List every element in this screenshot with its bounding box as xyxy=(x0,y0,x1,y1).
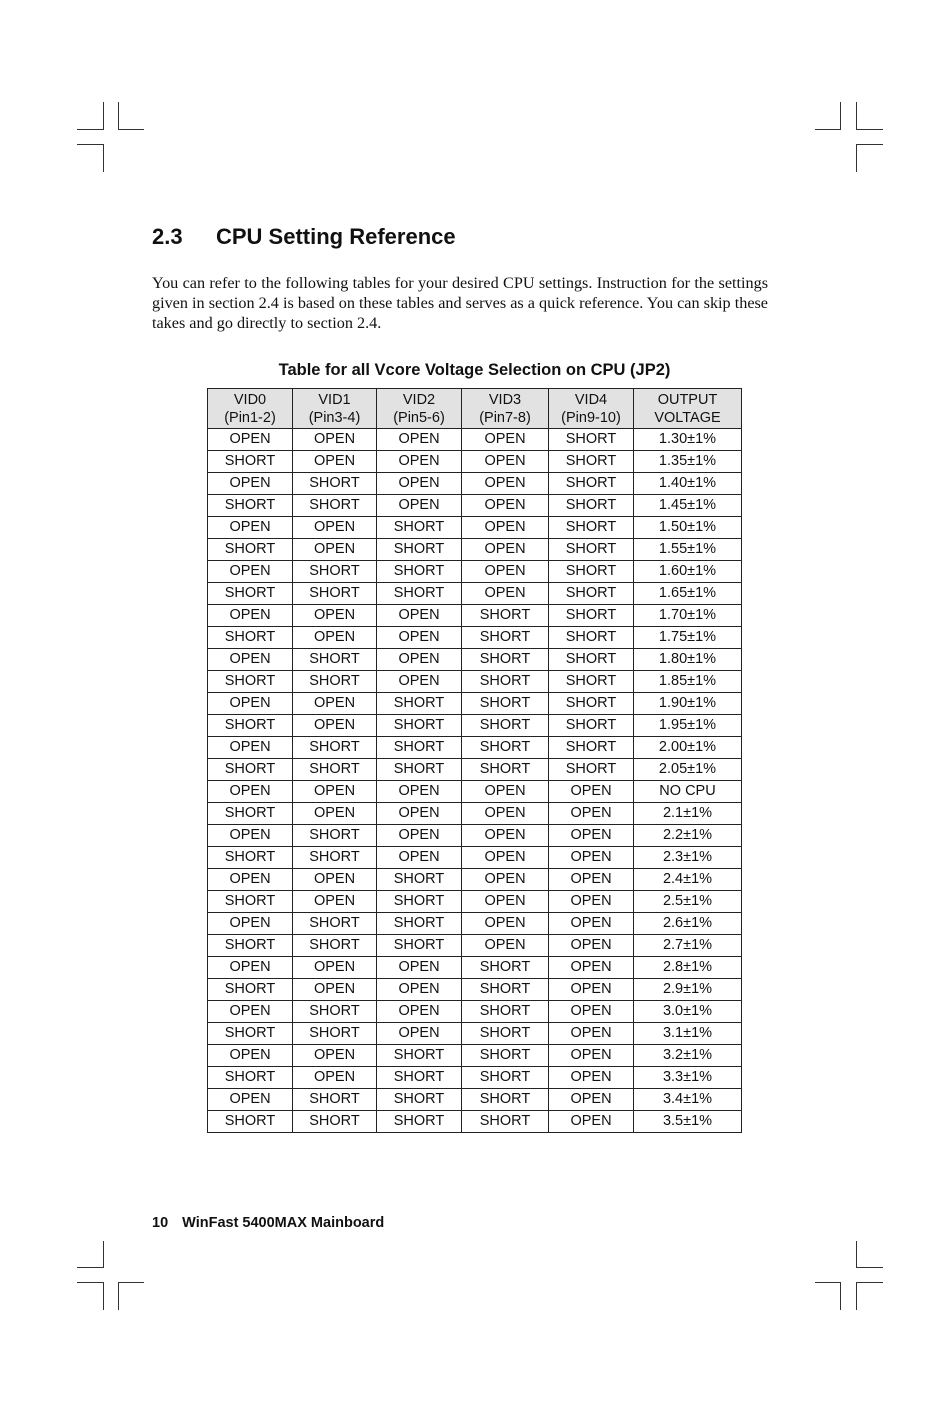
jumper-state-cell: SHORT xyxy=(293,913,377,935)
jumper-state-cell: SHORT xyxy=(549,539,634,561)
page-footer xyxy=(152,1215,384,1231)
jumper-state-cell: OPEN xyxy=(293,891,377,913)
jumper-state-cell: SHORT xyxy=(293,847,377,869)
jumper-state-cell: OPEN xyxy=(293,979,377,1001)
section-heading xyxy=(152,224,456,250)
table-row xyxy=(208,1111,742,1133)
jumper-state-cell: OPEN xyxy=(462,495,549,517)
header-label: VID1 xyxy=(318,391,351,408)
table-row xyxy=(208,517,742,539)
output-voltage-cell: 1.70±1% xyxy=(634,605,742,627)
jumper-state-cell: SHORT xyxy=(208,495,293,517)
jumper-state-cell: SHORT xyxy=(549,759,634,781)
header-label: VID2 xyxy=(402,391,436,408)
header-vid4 xyxy=(549,389,634,429)
table-row xyxy=(208,957,742,979)
table-row xyxy=(208,539,742,561)
output-voltage-cell: 3.4±1% xyxy=(634,1089,742,1111)
jumper-state-cell: OPEN xyxy=(377,847,462,869)
jumper-state-cell: SHORT xyxy=(549,737,634,759)
jumper-state-cell: SHORT xyxy=(208,935,293,957)
output-voltage-cell: 1.65±1% xyxy=(634,583,742,605)
jumper-state-cell: OPEN xyxy=(208,957,293,979)
table-row xyxy=(208,1023,742,1045)
crop-mark xyxy=(118,1282,119,1310)
jumper-state-cell: OPEN xyxy=(462,517,549,539)
jumper-state-cell: OPEN xyxy=(208,1001,293,1023)
jumper-state-cell: OPEN xyxy=(377,1001,462,1023)
crop-mark xyxy=(856,129,883,130)
header-pin: (Pin9-10) xyxy=(561,409,621,426)
jumper-state-cell: OPEN xyxy=(549,781,634,803)
jumper-state-cell: OPEN xyxy=(377,671,462,693)
crop-mark xyxy=(840,1282,841,1310)
jumper-state-cell: OPEN xyxy=(293,627,377,649)
output-voltage-cell: 3.3±1% xyxy=(634,1067,742,1089)
jumper-state-cell: OPEN xyxy=(462,429,549,451)
jumper-state-cell: SHORT xyxy=(377,583,462,605)
output-voltage-cell: NO CPU xyxy=(634,781,742,803)
jumper-state-cell: OPEN xyxy=(462,803,549,825)
jumper-state-cell: SHORT xyxy=(462,1111,549,1133)
jumper-state-cell: SHORT xyxy=(549,561,634,583)
vcore-voltage-table xyxy=(207,388,742,1133)
jumper-state-cell: SHORT xyxy=(208,891,293,913)
jumper-state-cell: SHORT xyxy=(549,517,634,539)
table-row xyxy=(208,1001,742,1023)
jumper-state-cell: SHORT xyxy=(377,1089,462,1111)
jumper-state-cell: SHORT xyxy=(293,737,377,759)
jumper-state-cell: OPEN xyxy=(208,693,293,715)
jumper-state-cell: SHORT xyxy=(377,913,462,935)
table-row xyxy=(208,935,742,957)
jumper-state-cell: SHORT xyxy=(377,759,462,781)
header-pin: (Pin7-8) xyxy=(479,409,531,426)
jumper-state-cell: SHORT xyxy=(377,869,462,891)
crop-mark xyxy=(118,1282,144,1283)
jumper-state-cell: OPEN xyxy=(462,847,549,869)
crop-mark xyxy=(856,1282,883,1283)
jumper-state-cell: SHORT xyxy=(377,1111,462,1133)
crop-mark xyxy=(856,1282,857,1310)
jumper-state-cell: OPEN xyxy=(293,715,377,737)
jumper-state-cell: SHORT xyxy=(462,671,549,693)
header-pin: (Pin1-2) xyxy=(224,409,276,426)
jumper-state-cell: SHORT xyxy=(462,693,549,715)
jumper-state-cell: OPEN xyxy=(293,1067,377,1089)
output-voltage-cell: 3.5±1% xyxy=(634,1111,742,1133)
jumper-state-cell: OPEN xyxy=(462,781,549,803)
jumper-state-cell: SHORT xyxy=(549,693,634,715)
jumper-state-cell: OPEN xyxy=(462,473,549,495)
jumper-state-cell: SHORT xyxy=(208,715,293,737)
jumper-state-cell: OPEN xyxy=(293,605,377,627)
jumper-state-cell: OPEN xyxy=(293,803,377,825)
jumper-state-cell: OPEN xyxy=(549,803,634,825)
jumper-state-cell: SHORT xyxy=(293,1023,377,1045)
jumper-state-cell: OPEN xyxy=(293,781,377,803)
table-row xyxy=(208,1067,742,1089)
header-vid2 xyxy=(377,389,462,429)
jumper-state-cell: SHORT xyxy=(377,1067,462,1089)
table-row xyxy=(208,979,742,1001)
jumper-state-cell: OPEN xyxy=(462,935,549,957)
footer-product-name: WinFast 5400MAX Mainboard xyxy=(182,1215,385,1231)
table-row xyxy=(208,561,742,583)
crop-mark xyxy=(103,1241,104,1268)
jumper-state-cell: SHORT xyxy=(208,627,293,649)
jumper-state-cell: OPEN xyxy=(549,1045,634,1067)
jumper-state-cell: OPEN xyxy=(549,1001,634,1023)
jumper-state-cell: OPEN xyxy=(208,561,293,583)
crop-mark xyxy=(77,144,104,145)
output-voltage-cell: 1.35±1% xyxy=(634,451,742,473)
table-row xyxy=(208,803,742,825)
jumper-state-cell: SHORT xyxy=(293,1089,377,1111)
crop-mark xyxy=(77,1267,104,1268)
output-voltage-cell: 2.5±1% xyxy=(634,891,742,913)
jumper-state-cell: SHORT xyxy=(293,473,377,495)
output-voltage-cell: 2.05±1% xyxy=(634,759,742,781)
output-voltage-cell: 1.40±1% xyxy=(634,473,742,495)
jumper-state-cell: SHORT xyxy=(377,715,462,737)
table-row xyxy=(208,913,742,935)
jumper-state-cell: OPEN xyxy=(293,869,377,891)
output-voltage-cell: 2.3±1% xyxy=(634,847,742,869)
jumper-state-cell: OPEN xyxy=(208,517,293,539)
jumper-state-cell: SHORT xyxy=(377,891,462,913)
output-voltage-cell: 1.45±1% xyxy=(634,495,742,517)
header-vid1 xyxy=(293,389,377,429)
jumper-state-cell: OPEN xyxy=(377,1023,462,1045)
section-number: 2.3 xyxy=(152,224,183,249)
table-row xyxy=(208,649,742,671)
jumper-state-cell: SHORT xyxy=(293,1001,377,1023)
table-row xyxy=(208,671,742,693)
jumper-state-cell: SHORT xyxy=(293,671,377,693)
crop-mark xyxy=(118,129,144,130)
table-row xyxy=(208,451,742,473)
output-voltage-cell: 3.2±1% xyxy=(634,1045,742,1067)
table-row xyxy=(208,495,742,517)
jumper-state-cell: OPEN xyxy=(549,979,634,1001)
jumper-state-cell: OPEN xyxy=(208,781,293,803)
jumper-state-cell: OPEN xyxy=(462,583,549,605)
output-voltage-cell: 2.4±1% xyxy=(634,869,742,891)
jumper-state-cell: OPEN xyxy=(377,451,462,473)
jumper-state-cell: SHORT xyxy=(377,517,462,539)
jumper-state-cell: SHORT xyxy=(462,715,549,737)
jumper-state-cell: SHORT xyxy=(462,759,549,781)
output-voltage-cell: 1.30±1% xyxy=(634,429,742,451)
jumper-state-cell: OPEN xyxy=(549,1111,634,1133)
table-title: Table for all Vcore Voltage Selection on CPU (JP2) xyxy=(278,361,671,379)
jumper-state-cell: OPEN xyxy=(549,891,634,913)
jumper-state-cell: SHORT xyxy=(377,561,462,583)
jumper-state-cell: OPEN xyxy=(293,1045,377,1067)
output-voltage-cell: 2.1±1% xyxy=(634,803,742,825)
jumper-state-cell: OPEN xyxy=(208,913,293,935)
output-voltage-cell: 1.80±1% xyxy=(634,649,742,671)
jumper-state-cell: OPEN xyxy=(549,1089,634,1111)
jumper-state-cell: SHORT xyxy=(549,473,634,495)
jumper-state-cell: SHORT xyxy=(208,759,293,781)
page-number: 10 xyxy=(152,1215,169,1231)
jumper-state-cell: OPEN xyxy=(549,1023,634,1045)
jumper-state-cell: OPEN xyxy=(293,451,377,473)
jumper-state-cell: SHORT xyxy=(549,583,634,605)
jumper-state-cell: OPEN xyxy=(377,957,462,979)
jumper-state-cell: OPEN xyxy=(208,825,293,847)
jumper-state-cell: SHORT xyxy=(377,1045,462,1067)
jumper-state-cell: OPEN xyxy=(377,473,462,495)
jumper-state-cell: SHORT xyxy=(293,759,377,781)
output-voltage-cell: 2.6±1% xyxy=(634,913,742,935)
crop-mark xyxy=(103,1282,104,1310)
table-row xyxy=(208,1089,742,1111)
jumper-state-cell: OPEN xyxy=(377,825,462,847)
jumper-state-cell: OPEN xyxy=(208,1089,293,1111)
jumper-state-cell: SHORT xyxy=(377,539,462,561)
jumper-state-cell: OPEN xyxy=(377,605,462,627)
table-header-row xyxy=(208,389,742,429)
jumper-state-cell: OPEN xyxy=(549,957,634,979)
jumper-state-cell: OPEN xyxy=(549,935,634,957)
jumper-state-cell: OPEN xyxy=(377,649,462,671)
jumper-state-cell: OPEN xyxy=(377,979,462,1001)
jumper-state-cell: SHORT xyxy=(462,1023,549,1045)
jumper-state-cell: SHORT xyxy=(208,979,293,1001)
table-row xyxy=(208,473,742,495)
jumper-state-cell: OPEN xyxy=(208,649,293,671)
jumper-state-cell: OPEN xyxy=(549,847,634,869)
jumper-state-cell: OPEN xyxy=(462,451,549,473)
jumper-state-cell: OPEN xyxy=(208,869,293,891)
jumper-state-cell: SHORT xyxy=(549,495,634,517)
header-pin: (Pin5-6) xyxy=(393,409,445,426)
crop-mark xyxy=(815,129,841,130)
header-pin: VOLTAGE xyxy=(654,409,721,426)
jumper-state-cell: SHORT xyxy=(208,539,293,561)
output-voltage-cell: 2.9±1% xyxy=(634,979,742,1001)
crop-mark xyxy=(118,102,119,130)
output-voltage-cell: 2.8±1% xyxy=(634,957,742,979)
crop-mark xyxy=(840,102,841,130)
jumper-state-cell: SHORT xyxy=(549,715,634,737)
jumper-state-cell: SHORT xyxy=(208,847,293,869)
jumper-state-cell: OPEN xyxy=(293,517,377,539)
table-row xyxy=(208,781,742,803)
jumper-state-cell: SHORT xyxy=(208,451,293,473)
crop-mark xyxy=(103,102,104,130)
jumper-state-cell: SHORT xyxy=(208,1067,293,1089)
jumper-state-cell: SHORT xyxy=(462,957,549,979)
jumper-state-cell: OPEN xyxy=(377,495,462,517)
table-row xyxy=(208,627,742,649)
jumper-state-cell: OPEN xyxy=(293,539,377,561)
crop-mark xyxy=(856,144,857,172)
jumper-state-cell: OPEN xyxy=(549,825,634,847)
crop-mark xyxy=(815,1282,841,1283)
output-voltage-cell: 1.60±1% xyxy=(634,561,742,583)
jumper-state-cell: OPEN xyxy=(549,869,634,891)
jumper-state-cell: OPEN xyxy=(549,1067,634,1089)
jumper-state-cell: SHORT xyxy=(208,803,293,825)
table-row xyxy=(208,847,742,869)
output-voltage-cell: 2.2±1% xyxy=(634,825,742,847)
header-label: VID4 xyxy=(574,391,608,408)
output-voltage-cell: 3.1±1% xyxy=(634,1023,742,1045)
jumper-state-cell: OPEN xyxy=(293,693,377,715)
jumper-state-cell: SHORT xyxy=(549,451,634,473)
header-vid3 xyxy=(462,389,549,429)
jumper-state-cell: SHORT xyxy=(293,1111,377,1133)
jumper-state-cell: OPEN xyxy=(208,429,293,451)
jumper-state-cell: SHORT xyxy=(462,1001,549,1023)
jumper-state-cell: SHORT xyxy=(293,649,377,671)
jumper-state-cell: SHORT xyxy=(293,561,377,583)
table-row xyxy=(208,429,742,451)
header-label: OUTPUT xyxy=(657,391,718,408)
crop-mark xyxy=(856,144,883,145)
jumper-state-cell: SHORT xyxy=(462,627,549,649)
jumper-state-cell: SHORT xyxy=(293,825,377,847)
header-pin: (Pin3-4) xyxy=(308,409,361,426)
crop-mark xyxy=(856,1241,857,1268)
jumper-state-cell: SHORT xyxy=(208,583,293,605)
jumper-state-cell: OPEN xyxy=(208,473,293,495)
jumper-state-cell: OPEN xyxy=(377,781,462,803)
table-row xyxy=(208,693,742,715)
jumper-state-cell: OPEN xyxy=(377,803,462,825)
header-label: VID3 xyxy=(488,391,522,408)
jumper-state-cell: OPEN xyxy=(462,913,549,935)
crop-mark xyxy=(103,144,104,172)
jumper-state-cell: SHORT xyxy=(549,429,634,451)
jumper-state-cell: SHORT xyxy=(208,671,293,693)
output-voltage-cell: 1.90±1% xyxy=(634,693,742,715)
header-vid0 xyxy=(208,389,293,429)
jumper-state-cell: OPEN xyxy=(462,825,549,847)
jumper-state-cell: SHORT xyxy=(462,649,549,671)
table-row xyxy=(208,583,742,605)
jumper-state-cell: SHORT xyxy=(293,935,377,957)
jumper-state-cell: SHORT xyxy=(462,979,549,1001)
header-label: VID0 xyxy=(233,391,267,408)
jumper-state-cell: SHORT xyxy=(208,1023,293,1045)
table-row xyxy=(208,737,742,759)
jumper-state-cell: SHORT xyxy=(293,583,377,605)
jumper-state-cell: SHORT xyxy=(293,495,377,517)
jumper-state-cell: SHORT xyxy=(462,1045,549,1067)
intro-paragraph: You can refer to the following tables for your desired CPU settings. Instruction for the settings given in section 2.4 is based on these tables and serves as a quick reference. You can skip these takes and go directly to section 2.4. xyxy=(152,274,768,332)
jumper-state-cell: OPEN xyxy=(549,913,634,935)
jumper-state-cell: OPEN xyxy=(462,891,549,913)
jumper-state-cell: OPEN xyxy=(293,957,377,979)
table-row xyxy=(208,759,742,781)
output-voltage-cell: 1.75±1% xyxy=(634,627,742,649)
jumper-state-cell: OPEN xyxy=(208,1045,293,1067)
output-voltage-cell: 3.0±1% xyxy=(634,1001,742,1023)
jumper-state-cell: OPEN xyxy=(462,561,549,583)
jumper-state-cell: SHORT xyxy=(377,935,462,957)
jumper-state-cell: SHORT xyxy=(462,1089,549,1111)
jumper-state-cell: SHORT xyxy=(549,671,634,693)
jumper-state-cell: SHORT xyxy=(549,649,634,671)
jumper-state-cell: OPEN xyxy=(293,429,377,451)
jumper-state-cell: SHORT xyxy=(377,693,462,715)
jumper-state-cell: OPEN xyxy=(377,627,462,649)
output-voltage-cell: 1.95±1% xyxy=(634,715,742,737)
jumper-state-cell: OPEN xyxy=(208,605,293,627)
jumper-state-cell: OPEN xyxy=(462,869,549,891)
jumper-state-cell: OPEN xyxy=(377,429,462,451)
output-voltage-cell: 2.7±1% xyxy=(634,935,742,957)
output-voltage-cell: 2.00±1% xyxy=(634,737,742,759)
jumper-state-cell: SHORT xyxy=(377,737,462,759)
output-voltage-cell: 1.50±1% xyxy=(634,517,742,539)
table-row xyxy=(208,1045,742,1067)
jumper-state-cell: SHORT xyxy=(462,1067,549,1089)
crop-mark xyxy=(856,102,857,130)
table-row xyxy=(208,891,742,913)
jumper-state-cell: OPEN xyxy=(462,539,549,561)
section-title: CPU Setting Reference xyxy=(216,224,456,249)
jumper-state-cell: SHORT xyxy=(549,605,634,627)
jumper-state-cell: SHORT xyxy=(549,627,634,649)
table-row xyxy=(208,825,742,847)
crop-mark xyxy=(77,129,104,130)
output-voltage-cell: 1.55±1% xyxy=(634,539,742,561)
jumper-state-cell: SHORT xyxy=(462,605,549,627)
output-voltage-cell: 1.85±1% xyxy=(634,671,742,693)
table-row xyxy=(208,605,742,627)
jumper-state-cell: SHORT xyxy=(208,1111,293,1133)
header-output-voltage xyxy=(634,389,742,429)
jumper-state-cell: SHORT xyxy=(462,737,549,759)
crop-mark xyxy=(77,1282,104,1283)
table-row xyxy=(208,715,742,737)
jumper-state-cell: OPEN xyxy=(208,737,293,759)
table-row xyxy=(208,869,742,891)
crop-mark xyxy=(856,1267,883,1268)
